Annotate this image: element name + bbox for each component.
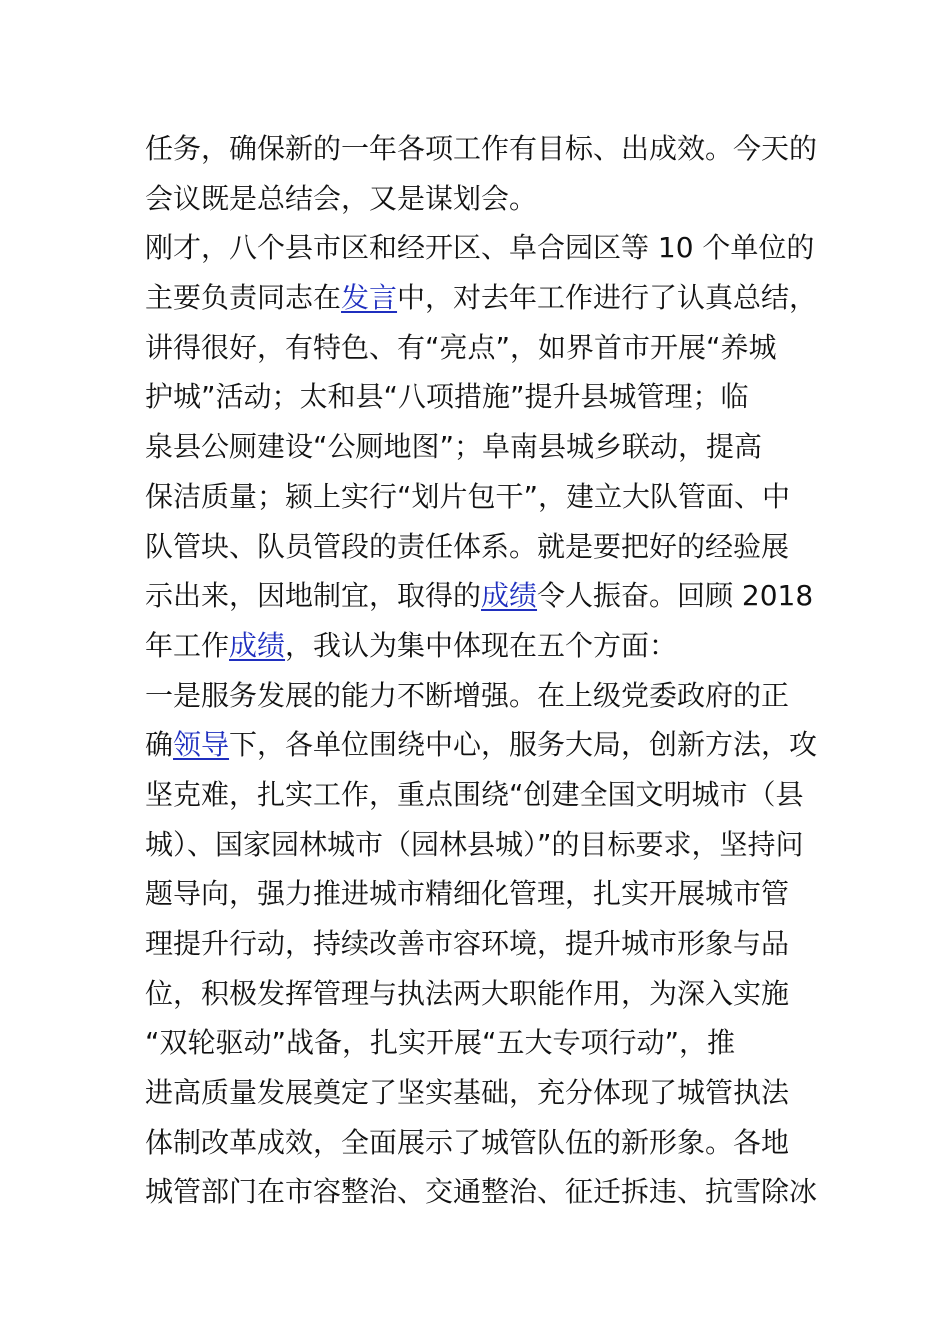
text-line [145, 422, 815, 472]
text-line [145, 372, 815, 422]
text-run: 坚克难，扎实工作，重点围绕“创建全国文明城市（县 [145, 777, 804, 811]
text-run: “双轮驱动”战备，扎实开展“五大专项行动”，推 [145, 1026, 736, 1060]
text-run: 进高质量发展奠定了坚实基础，充分体现了城管执法 [145, 1076, 790, 1110]
text-line [145, 472, 815, 522]
text-run: 会议既是总结会，又是谋划会。 [145, 181, 538, 215]
text-line [145, 869, 815, 919]
text-run: 城）、国家园林城市（园林县城）”的目标要求，坚持问 [145, 827, 804, 861]
text-line [145, 820, 815, 870]
text-run: 队管块、队员管段的责任体系。就是要把好的经验展 [145, 529, 790, 563]
text-run: 中，对去年工作进行了认真总结， [397, 281, 818, 315]
text-line [145, 770, 815, 820]
text-run: 题导向，强力推进城市精细化管理，扎实开展城市管 [145, 877, 790, 911]
text-run: 一是服务发展的能力不断增强。在上级党委政府的正 [145, 678, 790, 712]
inline-link[interactable]: 成绩 [481, 579, 538, 613]
text-run: 城管部门在市容整治、交通整治、征迁拆违、抗雪除冰 [145, 1175, 818, 1209]
text-run: 下，各单位围绕中心，服务大局，创新方法，攻 [229, 728, 818, 762]
text-line [145, 571, 815, 621]
text-line [145, 124, 818, 174]
text-run: 保洁质量；颍上实行“划片包干”，建立大队管面、中 [145, 479, 791, 513]
text-run: 泉县公厕建设“公厕地图”；阜南县城乡联动，提高 [145, 430, 763, 464]
text-run: 刚才，八个县市区和经开区、阜合园区等 10 个单位的 [145, 231, 815, 265]
text-run: 年工作 [145, 628, 230, 662]
inline-link[interactable]: 发言 [341, 281, 398, 315]
text-line [145, 522, 815, 572]
text-run: ，我认为集中体现在五个方面： [285, 628, 678, 662]
text-run: 令人振奋。回顾 2018 [537, 579, 814, 613]
text-line [145, 174, 815, 224]
text-line [145, 1018, 815, 1068]
text-run: 主要负责同志在 [145, 281, 342, 315]
text-run: 讲得很好，有特色、有“亮点”，如界首市开展“养城 [145, 330, 777, 364]
document-body [145, 124, 818, 1217]
inline-link[interactable]: 成绩 [229, 628, 286, 662]
inline-link[interactable]: 领导 [173, 728, 230, 762]
text-line [145, 1118, 815, 1168]
text-line [145, 1068, 815, 1118]
text-line [145, 720, 818, 770]
text-run: 任务，确保新的一年各项工作有目标、出成效。今天的 [145, 132, 818, 165]
text-run: 护城”活动；太和县“八项措施”提升县城管理；临 [145, 380, 749, 414]
text-line [145, 671, 815, 721]
text-run: 确 [145, 728, 174, 762]
text-line [145, 223, 815, 273]
text-line [145, 621, 815, 671]
text-line [145, 919, 815, 969]
text-run: 理提升行动，持续改善市容环境，提升城市形象与品 [145, 927, 790, 960]
text-line [145, 323, 815, 373]
text-run: 体制改革成效，全面展示了城管队伍的新形象。各地 [145, 1125, 790, 1159]
text-run: 位，积极发挥管理与执法两大职能作用，为深入实施 [145, 976, 790, 1010]
text-run: 示出来，因地制宜，取得的 [145, 579, 482, 613]
text-line [145, 969, 815, 1019]
text-line [145, 273, 818, 323]
text-line [145, 1167, 818, 1217]
